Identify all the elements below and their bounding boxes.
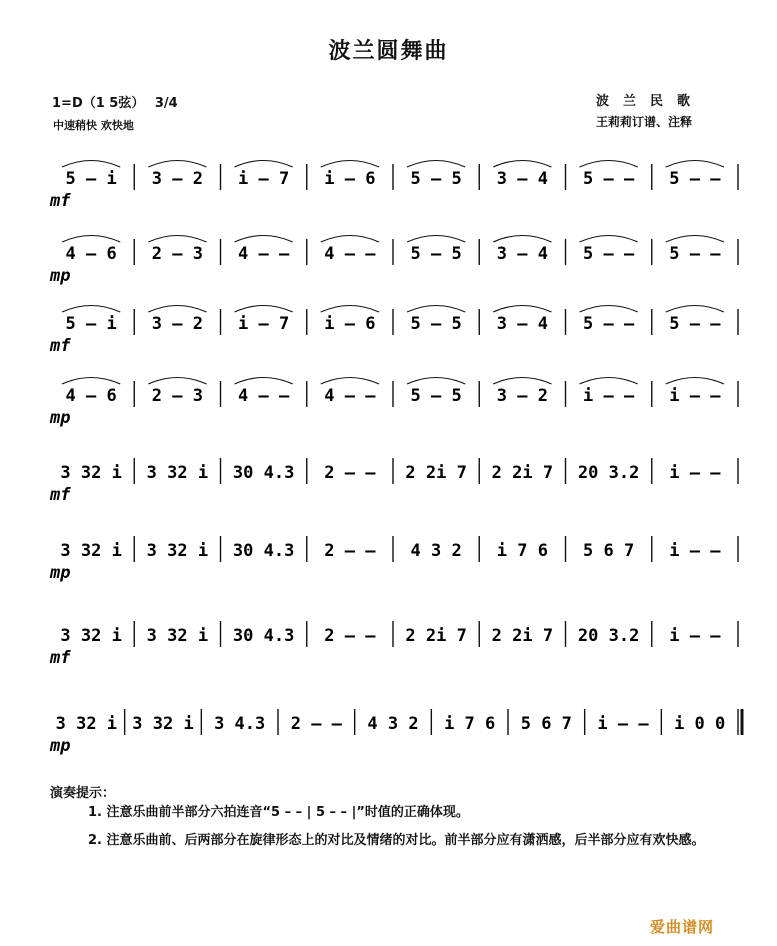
dynamic-marking: mp [50,408,71,428]
measure: i – – [583,386,635,406]
measure: 2 – 3 [151,244,203,264]
measure: 5 – 5 [410,169,462,189]
score-line [48,375,738,445]
measure: 2 – – [324,463,376,483]
slur [407,236,465,243]
measure: 5 – – [669,169,721,189]
time-signature: 3/4 [154,96,178,111]
measure: 4 – – [324,244,376,264]
credits-label: 王莉莉订谱、注释 [596,115,693,129]
score-line [48,615,738,685]
measure: i – – [669,626,721,646]
measure: 3 32 i [60,626,122,646]
score-line [48,233,738,303]
measure: 5 – – [583,314,635,334]
measure: 2 – – [324,626,376,646]
measure: i – 6 [324,169,376,189]
score-line [48,530,738,600]
tip-item: 1. 注意乐曲前半部分六拍连音“5 – – | 5 – – |”时值的正确体现。 [88,805,469,820]
measure: 4 – 6 [65,386,117,406]
slur [235,236,293,243]
dynamic-marking: mf [50,485,71,505]
measure: 5 – i [65,314,117,334]
source-label: 波兰民歌 [596,94,705,109]
measure: 5 – 5 [410,386,462,406]
measure: 3 – 4 [496,244,548,264]
measure: 4 – – [324,386,376,406]
measure: 3 – 2 [151,314,203,334]
measure: 4 – – [238,386,290,406]
measure: 3 – 4 [496,314,548,334]
measure: 30 4.3 [232,463,295,483]
measure: 3 4.3 [214,714,266,734]
slur [148,306,206,313]
dynamic-marking: mf [50,648,71,668]
slur [407,161,465,168]
tip-item: 2. 注意乐曲前、后两部分在旋律形态上的对比及情绪的对比。前半部分应有潇洒感，后半部分应有欢快感。 [88,833,705,848]
slur [321,161,379,168]
measure: 2 – – [324,541,376,561]
measure: 2 – 3 [151,386,203,406]
measure: 5 – i [65,169,117,189]
measure: 3 32 i [146,626,209,646]
measure: 4 – 6 [65,244,117,264]
dynamic-marking: mp [50,266,71,286]
key-text: 1=D（1 5弦） [52,96,145,111]
slur [235,378,293,385]
slur [666,236,724,243]
measure: 3 32 i [132,714,194,734]
measure: 5 – 5 [410,244,462,264]
score-line [48,303,738,373]
slur [321,306,379,313]
slur [62,306,120,313]
measure: 5 6 7 [520,714,572,734]
key-signature [52,92,178,111]
measure: 3 32 i [55,714,118,734]
watermark-logo: 爱曲谱网 [650,918,715,936]
slur [407,306,465,313]
slur [235,306,293,313]
measure: 3 32 i [146,541,209,561]
measure: i – – [669,386,721,406]
slur [62,161,120,168]
measure: 3 – 4 [496,169,548,189]
measure: 5 – – [669,244,721,264]
measure: 3 32 i [60,541,122,561]
slur [321,378,379,385]
slur [580,236,638,243]
slur [493,306,551,313]
tips-title: 演奏提示： [50,786,116,801]
measure: 5 6 7 [583,541,635,561]
measure: 30 4.3 [232,541,295,561]
slur [148,378,206,385]
measure: 4 3 2 [410,541,462,561]
measure: 4 3 2 [367,714,419,734]
measure: i 7 6 [496,541,548,561]
measure: 5 – – [669,314,721,334]
measure: 2 2i 7 [405,626,467,646]
score-line [48,452,738,522]
score-line [48,158,738,228]
measure: 2 – – [290,714,342,734]
dynamic-marking: mf [50,336,71,356]
measure: 2 2i 7 [491,626,554,646]
slur [493,236,551,243]
slur [493,378,551,385]
measure: i – 7 [238,314,290,334]
measure: i – – [669,541,721,561]
dynamic-marking: mf [50,191,71,211]
measure: 20 3.2 [577,626,640,646]
measure: i – 7 [238,169,290,189]
dynamic-marking: mp [50,736,71,756]
measure: i – – [669,463,721,483]
measure: 3 – 2 [151,169,203,189]
measure: 5 – 5 [410,314,462,334]
measure: 3 32 i [60,463,122,483]
slur [407,378,465,385]
measure: i – – [597,714,649,734]
slur [580,378,638,385]
slur [666,378,724,385]
measure: i 7 6 [444,714,496,734]
slur [321,236,379,243]
tempo-marking: 中速稍快 欢快地 [53,119,134,132]
measure: 2 2i 7 [405,463,467,483]
measure: i – 6 [324,314,376,334]
slur [666,306,724,313]
slur [62,378,120,385]
slur [580,306,638,313]
slur [666,161,724,168]
score-line [48,703,738,773]
measure: 3 32 i [146,463,209,483]
slur [62,236,120,243]
slur [235,161,293,168]
measure: 3 – 2 [496,386,548,406]
dynamic-marking: mp [50,563,71,583]
slur [493,161,551,168]
slur [148,236,206,243]
measure: 20 3.2 [577,463,640,483]
slur [148,161,206,168]
measure: 2 2i 7 [491,463,554,483]
measure: 5 – – [583,169,635,189]
page-title: 波兰圆舞曲 [328,39,449,64]
measure: 30 4.3 [232,626,295,646]
slur [580,161,638,168]
measure: 4 – – [238,244,290,264]
measure: i 0 0 [674,714,726,734]
measure: 5 – – [583,244,635,264]
